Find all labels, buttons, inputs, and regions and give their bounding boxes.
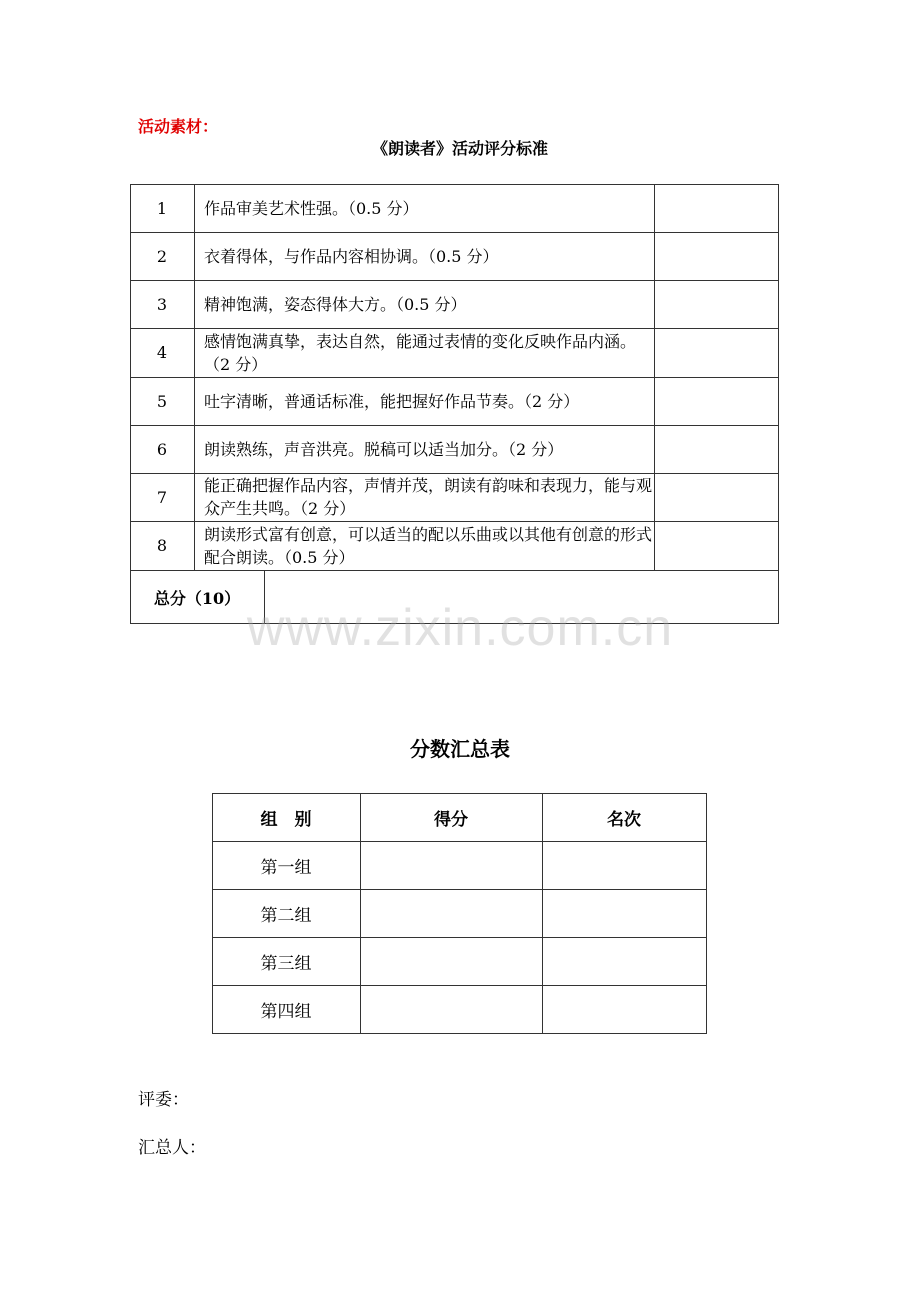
criterion-text: 作品审美艺术性强。（0.5 分）: [204, 198, 419, 218]
criterion-number: 2: [156, 246, 168, 266]
summary-title: 分数汇总表: [410, 737, 510, 761]
criterion-text: 感情饱满真挚，表达自然，能通过表情的变化反映作品内涵。（2 分）: [204, 331, 637, 374]
criterion-text: 朗读熟练，声音洪亮。脱稿可以适当加分。（2 分）: [204, 439, 564, 459]
criterion-text: 朗读形式富有创意，可以适当的配以乐曲或以其他有创意的形式配合朗读。（0.5 分）: [204, 524, 653, 567]
criteria-title: 《朗读者》活动评分标准: [371, 139, 548, 158]
group-name-cell: 第三组: [260, 953, 312, 974]
summary-table: [212, 793, 707, 1034]
total-score-label: 总分（10）: [153, 588, 241, 608]
criterion-number: 4: [156, 343, 168, 362]
criterion-text: 衣着得体，与作品内容相协调。（0.5 分）: [204, 246, 499, 266]
criterion-number: 8: [156, 536, 168, 555]
criterion-number: 1: [156, 198, 168, 218]
criterion-text: 能正确把握作品内容，声情并茂，朗读有韵味和表现力，能与观众产生共鸣。（2 分）: [204, 476, 653, 518]
criterion-number: 3: [156, 294, 168, 314]
column-header-group: 组 别: [260, 809, 312, 830]
criterion-number: 5: [156, 391, 168, 411]
criterion-number: 7: [156, 487, 168, 507]
criterion-number: 6: [156, 439, 168, 459]
criteria-table: [130, 184, 779, 624]
criterion-text: 精神饱满，姿态得体大方。（0.5 分）: [204, 294, 467, 314]
watermark: www.zixin.com.cn: [246, 599, 674, 657]
group-name-cell: 第一组: [260, 857, 312, 878]
group-name-cell: 第四组: [260, 1001, 312, 1022]
compiler-label: 汇总人：: [138, 1138, 206, 1158]
criterion-text: 吐字清晰，普通话标准，能把握好作品节奏。（2 分）: [204, 391, 580, 411]
group-name-cell: 第二组: [260, 905, 312, 926]
column-header-score: 得分: [434, 809, 468, 830]
section-label: 活动素材：: [138, 117, 219, 136]
judges-label: 评委：: [138, 1090, 189, 1110]
column-header-rank: 名次: [607, 809, 641, 830]
